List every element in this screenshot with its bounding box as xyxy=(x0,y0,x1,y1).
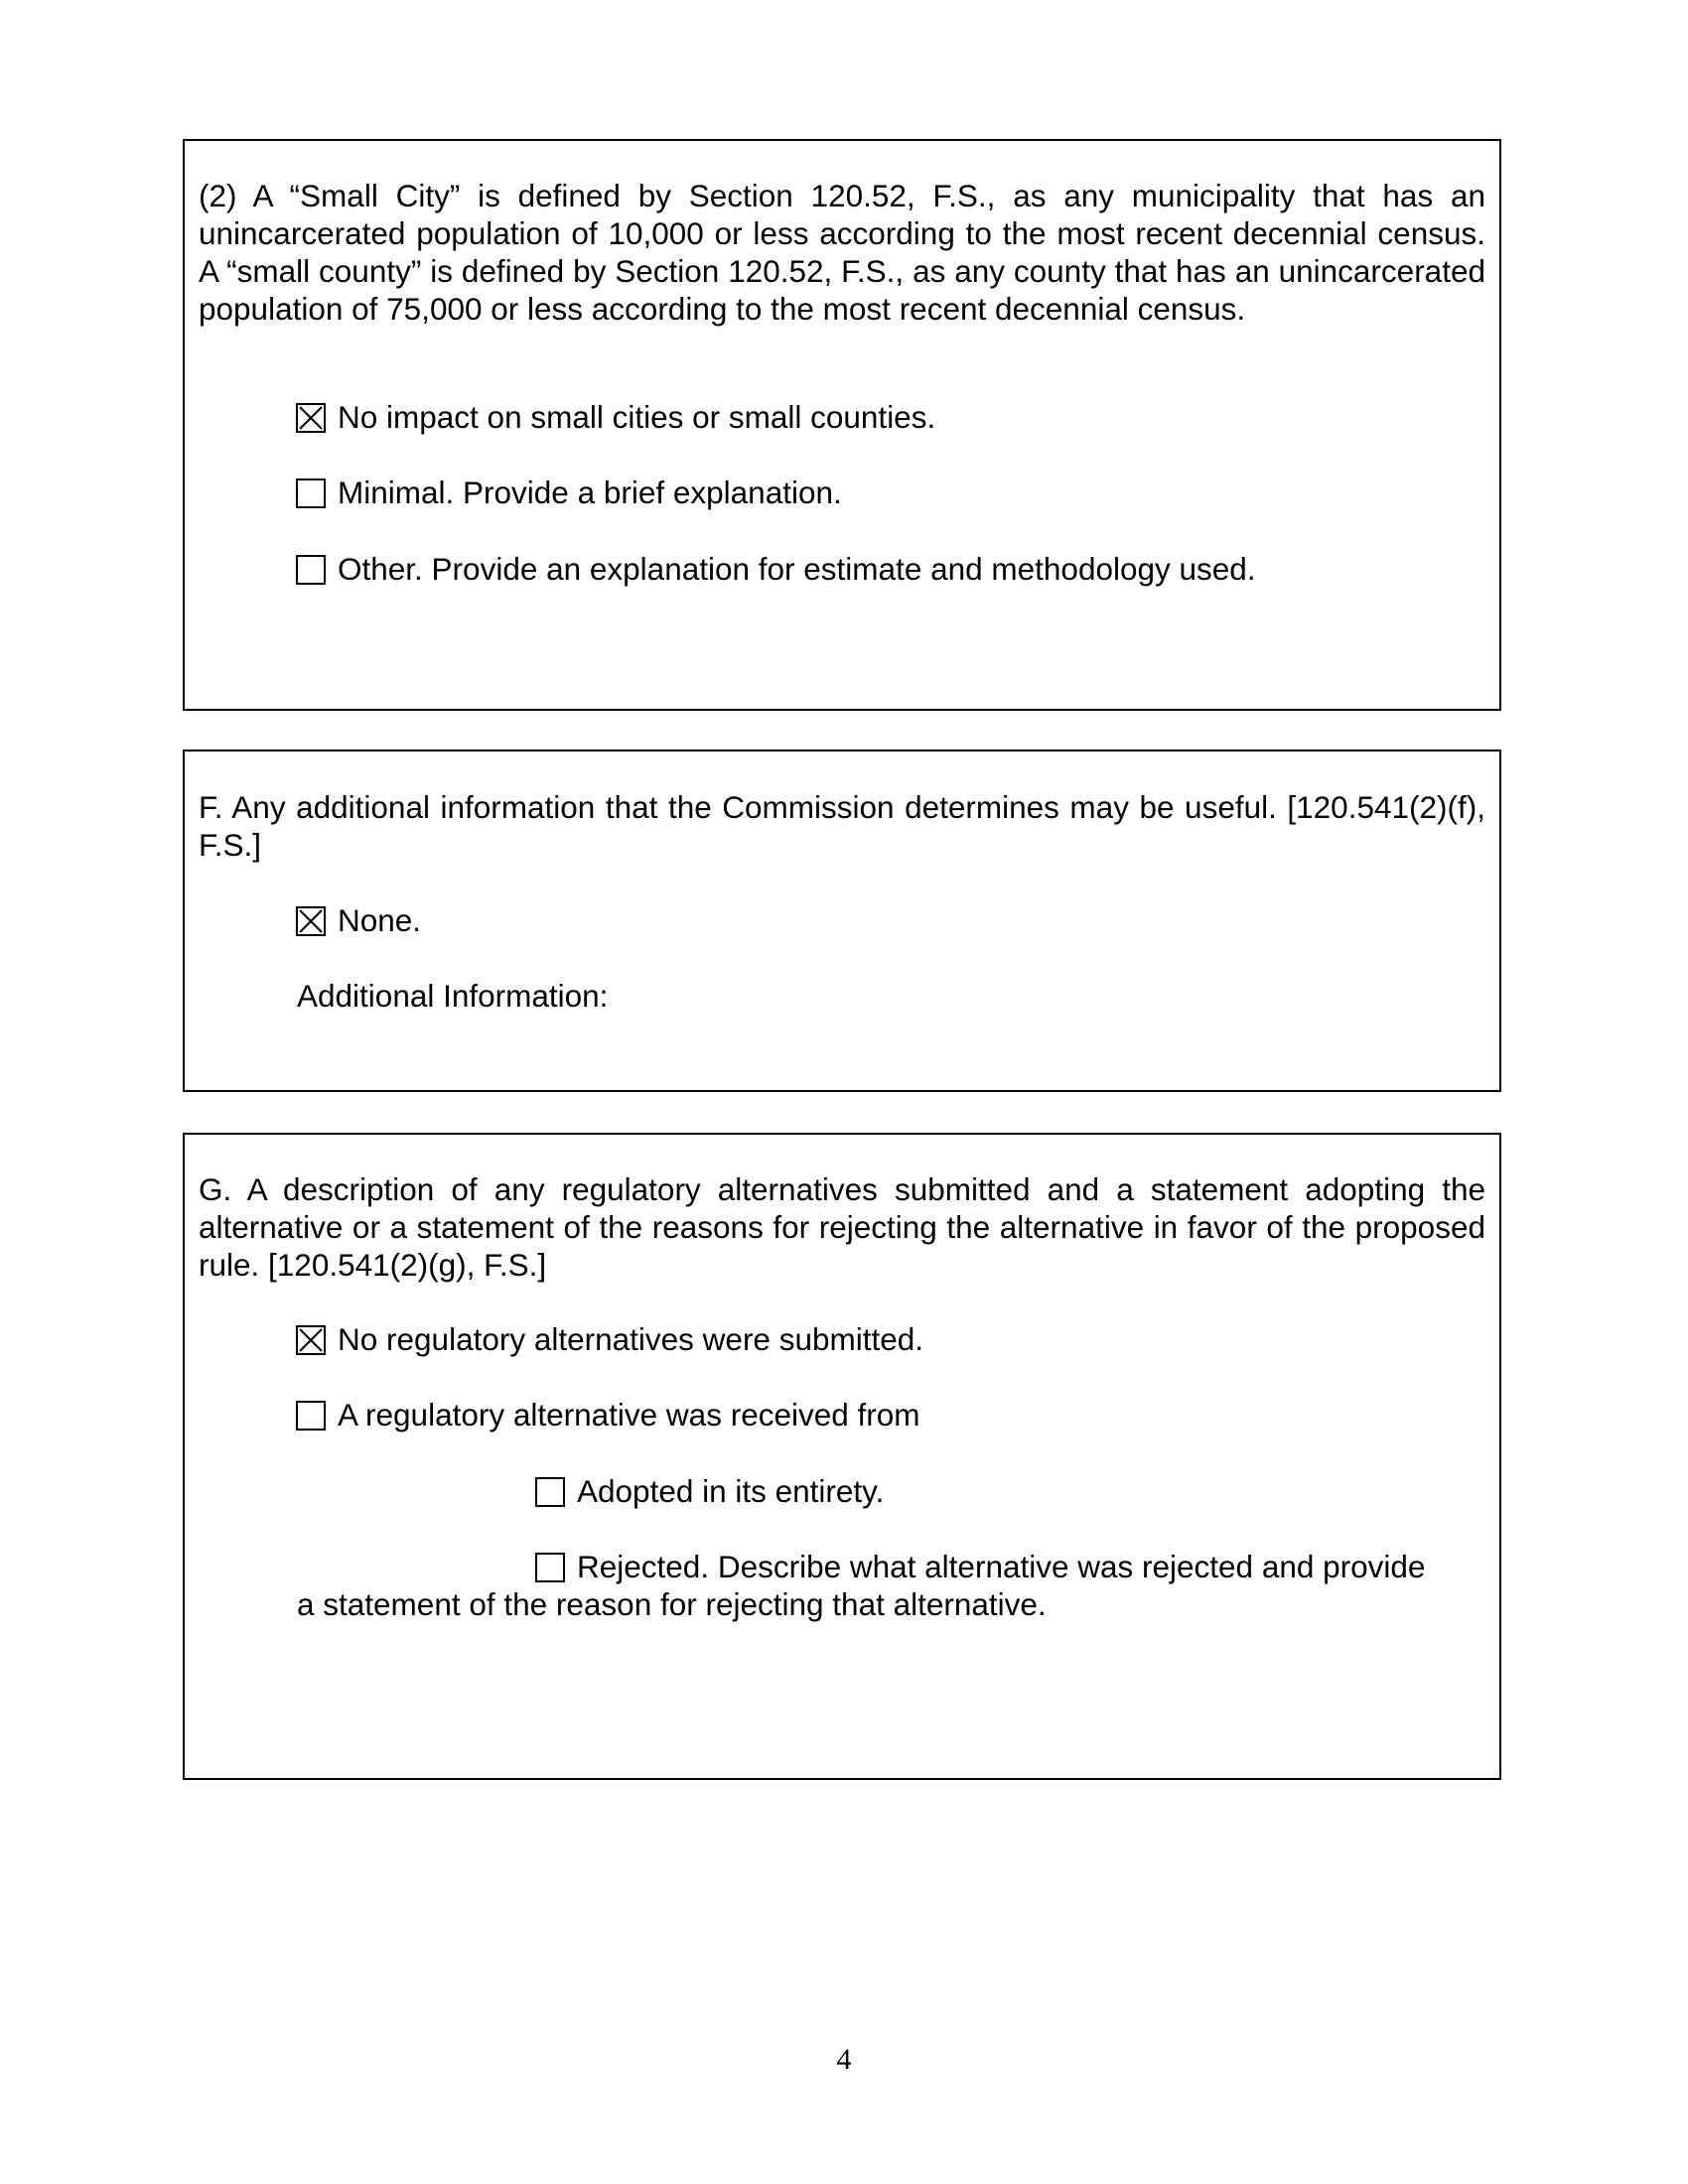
option-label: A regulatory alternative was received from xyxy=(338,1397,920,1433)
rejected-continuation-text: a statement of the reason for rejecting that alternative. xyxy=(297,1586,1047,1622)
page-number: 4 xyxy=(836,2043,852,2076)
checkbox-checked-icon[interactable] xyxy=(296,906,326,936)
option-minimal[interactable] xyxy=(296,474,842,511)
checkbox-empty-icon[interactable] xyxy=(296,478,326,508)
option-alternative-received[interactable] xyxy=(296,1396,920,1433)
option-none[interactable] xyxy=(296,901,421,939)
option-no-impact[interactable] xyxy=(296,398,935,436)
checkbox-empty-icon[interactable] xyxy=(535,1553,565,1582)
additional-information-label: Additional Information: xyxy=(297,978,609,1014)
option-label: No regulatory alternatives were submitted. xyxy=(338,1321,924,1357)
checkbox-empty-icon[interactable] xyxy=(296,555,326,585)
checkbox-checked-icon[interactable] xyxy=(296,403,326,433)
small-city-county-section xyxy=(183,139,1501,711)
additional-information-section xyxy=(183,750,1501,1092)
option-rejected[interactable] xyxy=(535,1548,1425,1585)
section-g-paragraph: G. A description of any regulatory alternatives submitted and a statement adopting the alternative or a statement of the reasons for rejecting the alternative in favor of the proposed rule. [120.541(2)(g), F.S.] xyxy=(199,1171,1485,1283)
option-other[interactable] xyxy=(296,550,1256,588)
regulatory-alternatives-section xyxy=(183,1133,1501,1780)
option-label: Minimal. Provide a brief explanation. xyxy=(338,475,842,510)
checkbox-checked-icon[interactable] xyxy=(296,1325,326,1355)
option-no-alternatives[interactable] xyxy=(296,1320,923,1358)
option-label: None. xyxy=(338,902,422,938)
option-label: No impact on small cities or small counties. xyxy=(338,399,936,435)
checkbox-empty-icon[interactable] xyxy=(296,1401,326,1431)
option-label: Rejected. Describe what alternative was rejected and provide xyxy=(577,1549,1426,1584)
section-f-paragraph: F. Any additional information that the Commission determines may be useful. [120.541(2)(f), F.S.] xyxy=(199,789,1485,863)
checkbox-empty-icon[interactable] xyxy=(535,1477,565,1507)
option-label: Adopted in its entirety. xyxy=(577,1473,885,1509)
small-city-definition-paragraph: (2) A “Small City” is defined by Section 120.52, F.S., as any municipality that has an unincarcerated population of 10,000 or less according to the most recent decennial census. A “small county” is defined by Section 120.52, F.S., as any county that has an unincarcerated population of 75,000 or less according to the most recent decennial census. xyxy=(199,178,1485,327)
option-label: Other. Provide an explanation for estimate and methodology used. xyxy=(338,551,1256,587)
option-adopted[interactable] xyxy=(535,1472,884,1510)
